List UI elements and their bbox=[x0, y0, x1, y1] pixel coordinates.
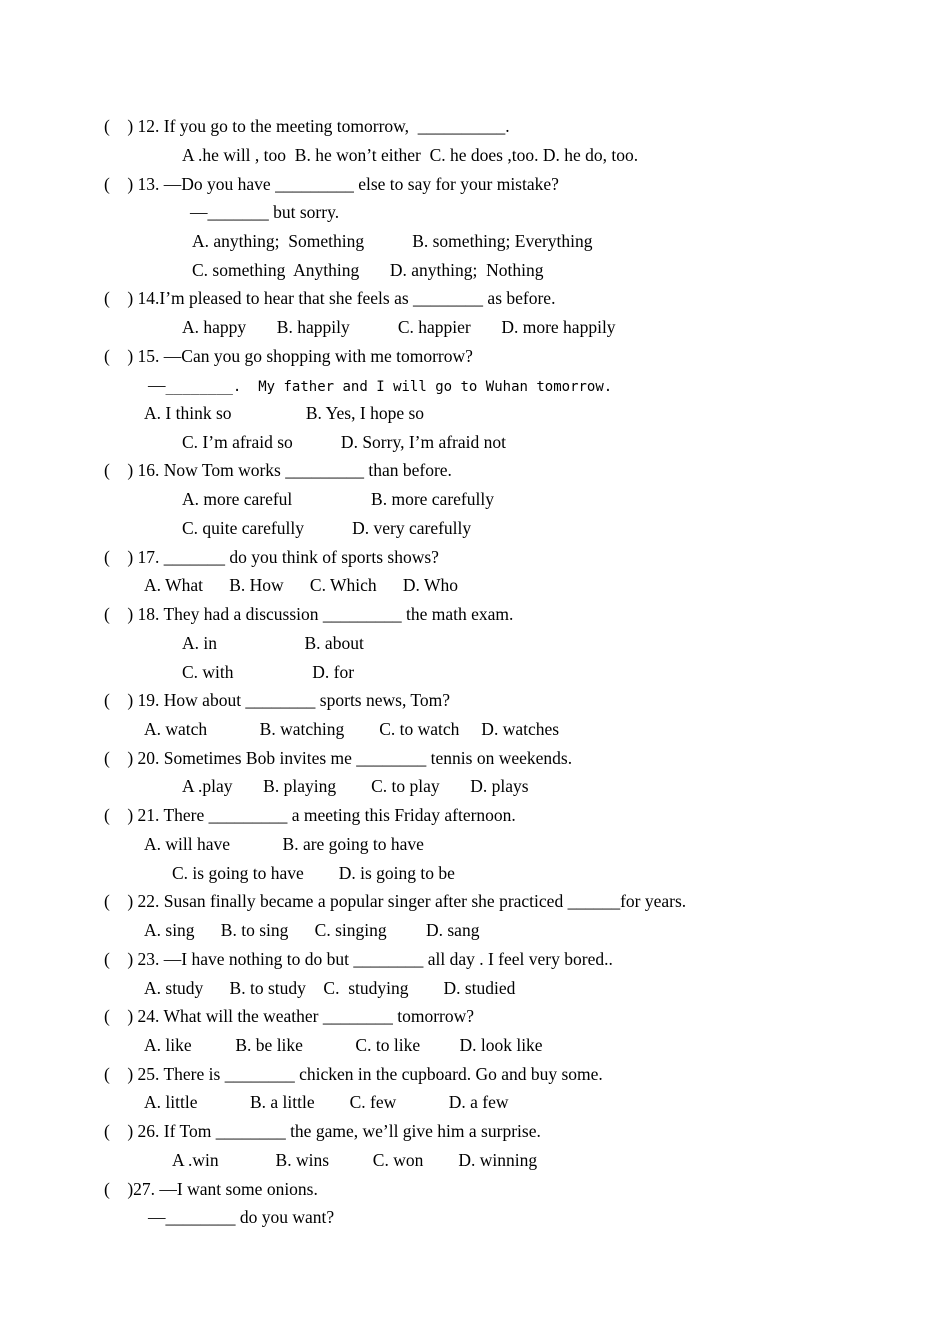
question-18: ( ) 18. They had a discussion _________ the math exam. bbox=[104, 604, 514, 624]
question-17: ( ) 17. _______ do you think of sports shows? bbox=[104, 547, 439, 567]
question-21: ( ) 21. There _________ a meeting this Friday afternoon. bbox=[104, 805, 516, 825]
reply-15-dash: — bbox=[148, 375, 166, 395]
question-22: ( ) 22. Susan finally became a popular singer after she practiced ______for years. bbox=[104, 891, 687, 911]
options-20: A .play B. playing C. to play D. plays bbox=[182, 776, 529, 796]
question-20: ( ) 20. Sometimes Bob invites me ________ tennis on weekends. bbox=[104, 748, 573, 768]
options-23: A. study B. to study C. studying D. studied bbox=[144, 978, 516, 998]
options-14: A. happy B. happily C. happier D. more happily bbox=[182, 317, 616, 337]
question-24: ( ) 24. What will the weather ________ tomorrow? bbox=[104, 1006, 475, 1026]
options-12: A .he will , too B. he won’t either C. he does ,too. D. he do, too. bbox=[182, 145, 639, 165]
options-18-cd: C. with D. for bbox=[182, 662, 355, 682]
options-15-cd: C. I’m afraid so D. Sorry, I’m afraid not bbox=[182, 432, 506, 452]
question-12: ( ) 12. If you go to the meeting tomorrow, __________. bbox=[104, 116, 510, 136]
options-15-ab: A. I think so B. Yes, I hope so bbox=[144, 403, 425, 423]
question-25: ( ) 25. There is ________ chicken in the cupboard. Go and buy some. bbox=[104, 1064, 603, 1084]
question-15: ( ) 15. —Can you go shopping with me tomorrow? bbox=[104, 346, 473, 366]
question-14: ( ) 14.I’m pleased to hear that she feels as ________ as before. bbox=[104, 288, 556, 308]
reply-27: —________ do you want? bbox=[148, 1207, 335, 1227]
options-13-ab: A. anything; Something B. something; Everything bbox=[192, 231, 593, 251]
options-21-ab: A. will have B. are going to have bbox=[144, 834, 424, 854]
options-26: A .win B. wins C. won D. winning bbox=[172, 1150, 538, 1170]
question-16: ( ) 16. Now Tom works _________ than before. bbox=[104, 460, 452, 480]
reply-13: —_______ but sorry. bbox=[190, 202, 340, 222]
reply-15-text: ________. My father and I will go to Wuhan tomorrow. bbox=[165, 379, 613, 395]
question-23: ( ) 23. —I have nothing to do but ________ all day . I feel very bored.. bbox=[104, 949, 613, 969]
options-18-ab: A. in B. about bbox=[182, 633, 364, 653]
options-22: A. sing B. to sing C. singing D. sang bbox=[144, 920, 480, 940]
options-24: A. like B. be like C. to like D. look like bbox=[144, 1035, 543, 1055]
question-26: ( ) 26. If Tom ________ the game, we’ll give him a surprise. bbox=[104, 1121, 541, 1141]
question-19: ( ) 19. How about ________ sports news, Tom? bbox=[104, 690, 450, 710]
reply-15 bbox=[148, 375, 612, 397]
options-19: A. watch B. watching C. to watch D. watches bbox=[144, 719, 560, 739]
options-17: A. What B. How C. Which D. Who bbox=[144, 575, 459, 595]
question-27: ( )27. —I want some onions. bbox=[104, 1179, 318, 1199]
options-13-cd: C. something Anything D. anything; Nothing bbox=[192, 260, 544, 280]
options-25: A. little B. a little C. few D. a few bbox=[144, 1092, 509, 1112]
options-21-cd: C. is going to have D. is going to be bbox=[172, 863, 455, 883]
options-16-ab: A. more careful B. more carefully bbox=[182, 489, 494, 509]
question-13: ( ) 13. —Do you have _________ else to say for your mistake? bbox=[104, 174, 559, 194]
options-16-cd: C. quite carefully D. very carefully bbox=[182, 518, 472, 538]
